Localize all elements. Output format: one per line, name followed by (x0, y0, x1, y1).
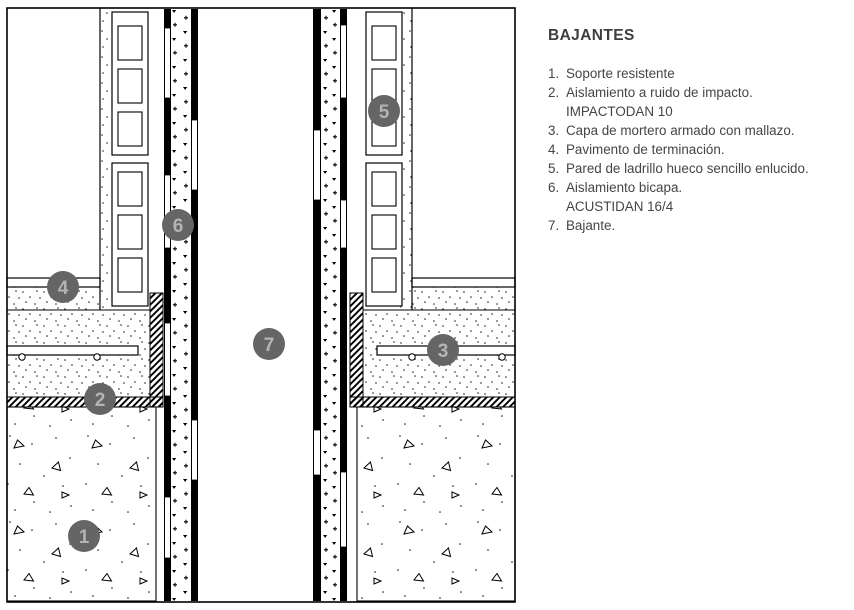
legend-item-number: 1. (548, 66, 560, 81)
legend-item-number: 4. (548, 142, 560, 157)
marker-3-label: 3 (437, 341, 449, 362)
membrane-joint (341, 200, 347, 248)
legend-item-text: Aislamiento a ruido de impacto. (566, 85, 753, 100)
marker-5 (368, 95, 400, 127)
bedding-layer-right (412, 287, 515, 310)
legend-item-2 (548, 83, 850, 121)
floor-right (350, 278, 515, 601)
legend-item-text: Pavimento de terminación. (566, 142, 725, 157)
membrane-joint (192, 420, 198, 480)
marker-1 (68, 520, 100, 552)
mesh-wire-icon (499, 354, 505, 360)
legend-item-text: Capa de mortero armado con mallazo. (566, 123, 795, 138)
membrane-joint (192, 120, 198, 190)
legend-item-text: Aislamiento bicapa. (566, 180, 683, 195)
concrete-slab-left (7, 407, 156, 601)
insulation-foam (321, 9, 340, 601)
marker-4 (47, 271, 79, 303)
insulation-membrane (191, 9, 198, 601)
legend-item-4 (548, 140, 850, 159)
legend-item-number: 2. (548, 85, 560, 100)
legend-item-text2: ACUSTIDAN 16/4 (566, 199, 674, 214)
brick-hole (118, 26, 142, 60)
brick-hole (372, 26, 396, 60)
brick-hole (372, 258, 396, 292)
marker-7-label: 7 (263, 335, 275, 356)
legend-list (548, 64, 850, 235)
insulation-foam (171, 9, 191, 601)
pavement-right (412, 278, 515, 287)
membrane-joint (341, 472, 347, 547)
mesh-wire-icon (19, 354, 25, 360)
legend-item-text2: IMPACTODAN 10 (566, 104, 673, 119)
legend-item-6 (548, 178, 850, 216)
marker-3 (427, 334, 459, 366)
brick-hole (372, 172, 396, 206)
legend-item-3 (548, 121, 850, 140)
legend-item-text: Pared de ladrillo hueco sencillo enlucido. (566, 161, 809, 176)
legend-item-5 (548, 159, 850, 178)
brick-hole (118, 112, 142, 146)
brick-hole (118, 258, 142, 292)
plaster-left (100, 9, 112, 310)
marker-6-label: 6 (172, 216, 184, 237)
marker-5-label: 5 (378, 102, 390, 123)
mesh-bar-left (7, 346, 138, 355)
legend-item-number: 7. (548, 218, 560, 233)
floor-left (7, 278, 163, 601)
marker-7 (253, 328, 285, 360)
legend-item-number: 3. (548, 123, 560, 138)
membrane-joint (165, 323, 171, 396)
legend-item-1 (548, 64, 850, 83)
marker-2-label: 2 (94, 390, 106, 411)
legend-item-number: 6. (548, 180, 560, 195)
brick-hole (118, 172, 142, 206)
legend-item-text: Soporte resistente (566, 66, 675, 81)
membrane-joint (314, 130, 321, 200)
mesh-wire-icon (409, 354, 415, 360)
legend-item-7 (548, 216, 850, 235)
membrane-joint (341, 25, 347, 98)
membrane-joint (165, 497, 171, 558)
membrane-joint (314, 430, 321, 475)
mesh-wire-icon (94, 354, 100, 360)
marker-6 (162, 209, 194, 241)
impact-insulation-upturn-left (150, 293, 163, 407)
legend-title: BAJANTES (548, 27, 635, 44)
brick-hole (372, 215, 396, 249)
impact-insulation-upturn-right (350, 293, 363, 407)
marker-4-label: 4 (57, 278, 69, 299)
impact-insulation-right (350, 397, 515, 407)
marker-1-label: 1 (78, 527, 90, 548)
legend (548, 27, 850, 235)
bicapa-insulation-left (164, 9, 198, 601)
legend-item-number: 5. (548, 161, 560, 176)
brick-hole (118, 69, 142, 103)
marker-2 (84, 383, 116, 415)
insulation-membrane (313, 9, 321, 601)
membrane-joint (165, 28, 171, 98)
bicapa-insulation-right (313, 9, 347, 601)
legend-item-text: Bajante. (566, 218, 616, 233)
brick-hole (118, 215, 142, 249)
concrete-slab-right (357, 407, 515, 601)
